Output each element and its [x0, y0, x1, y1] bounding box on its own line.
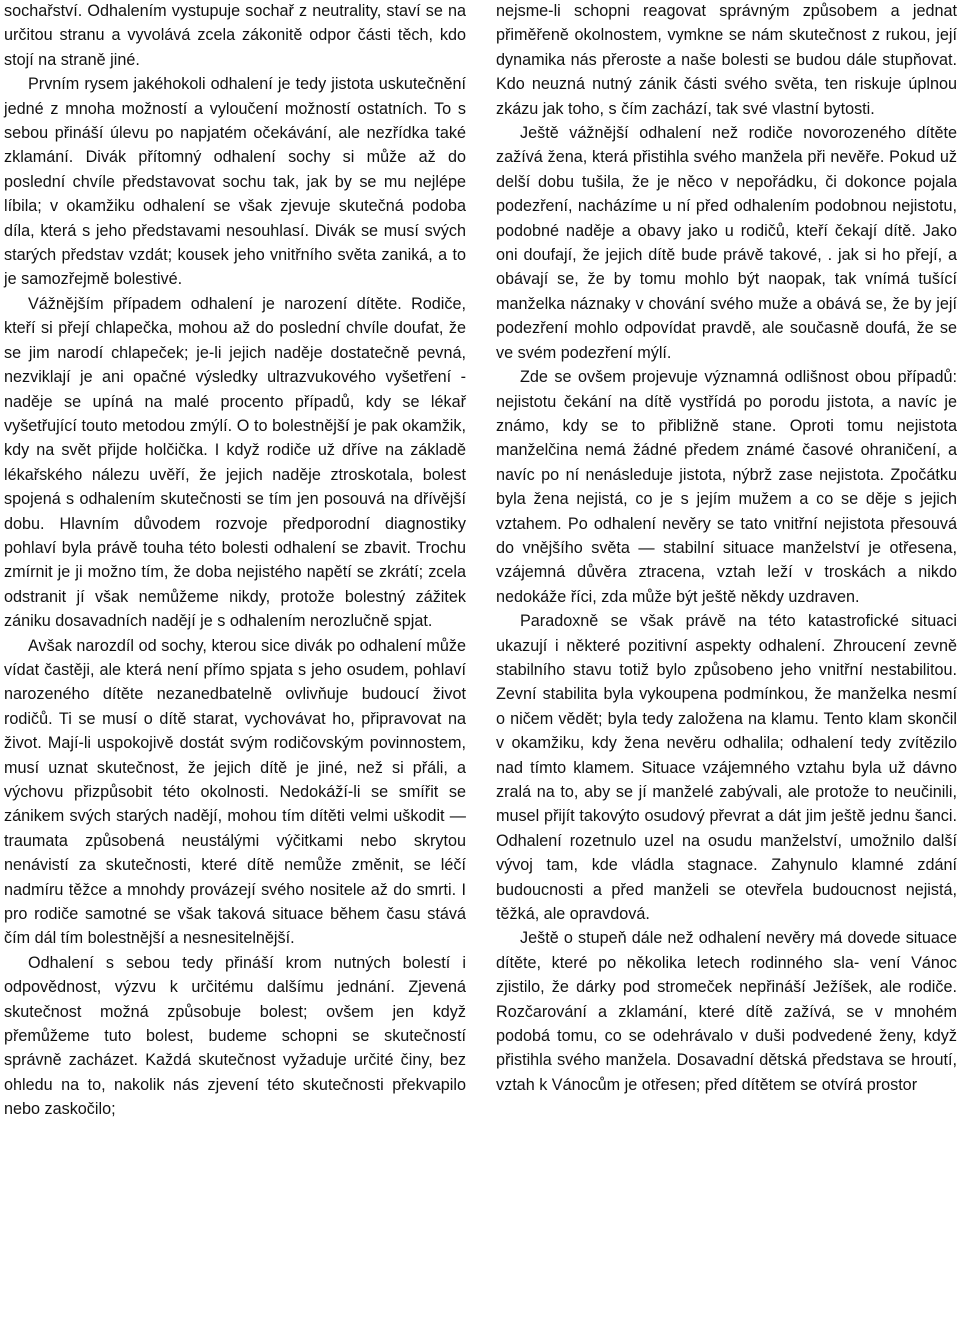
paragraph: nejsme-li schopni reagovat správným způsobem a jednat přiměřeně okolnostem, vymkne se nám skutečnost z rukou, její dynamika nás přeroste a naše bolesti se budou dále stupňovat. Kdo neuzná nutný zánik části svého světa, ten riskuje úplnou zkázu jak toho, s čím zachází, tak své vlastní bytosti. [496, 2, 957, 118]
paragraph: Zde se ovšem projevuje významná odlišnost obou případů: nejistotu čekání na dítě vystřídá po porodu jistota, a navíc je známo, kdy se to přibližně stane. Oproti tomu nejistota manželčina nemá žádné předem známé časové ohraničení, a navíc po ní nenásleduje jistota, nýbrž zase nejistota. Zpočátku byla žena nejistá, co je s jejím mužem a co se děje s jejich vztahem. Po odhalení nevěry se tato vnitřní nejistota přesouvá do vnějšího světa — stabilní situace manželství je otřesena, vzájemná důvěra ztracena, vztah leží v troskách a nikdo nedokáže říci, zda může být ještě někdy uzdraven. [496, 368, 957, 606]
paragraph: Prvním rysem jakéhokoli odhalení je tedy jistota uskutečnění jedné z mnoha možností a vyloučení možností ostatních. To s sebou přináší úlevu po napjatém očekávání, ale nezřídka také zklamání. Divák přítomný odhalení sochy si může až do poslední chvíle představovat sochu tak, jak by se mu nejlépe líbila; v okamžiku odhalení se však zjevuje skutečná podoba díla, která s jeho představami nesouhlasí. Divák se musí svých starých představ vzdát; kousek jeho vnitřního světa zaniká, a to je samozřejmě bolestivé. [4, 75, 466, 289]
paragraph: Vážnějším případem odhalení je narození dítěte. Rodiče, kteří si přejí chlapečka, mohou až do poslední chvíle doufat, že se jim narodí chlapeček; je-li jejich naděje dostatečně pevná, nezviklají je ani opačné výsledky ultrazvukového vyšetření - naděje se upíná na malé procento případů, kdy se lékař vyšetřující touto metodou zmýlí. O to bolestnější je pak okamžik, kdy na svět přijde holčička. I když rodiče už dříve na základě lékařského nálezu uvěří, že jejich naděje ztroskotala, bolest spojená s odhalením skutečnosti se tím jen posouvá na dřívější dobu. Hlavním důvodem rozvoje předporodní diagnostiky pohlaví byla právě touha této bolesti odhalení se zbavit. Trochu zmírnit je ji možno tím, že doba nejistého napětí se zkrátí; zcela odstranit jí však nemůžeme nikdy, protože bolestný zážitek zániku dosavadních nadějí je s odhalením nerozlučně spjat. [4, 294, 466, 631]
paragraph: Ještě o stupeň dále než odhalení nevěry má dovede situace dítěte, které po několika letech rodinného sla- vení Vánoc zjistilo, že dárky pod stromeček nepřináší Ježíšek, ale rodiče. Rozčarování a zklamání, které dítě zažívá, se v mnohém podobá tomu, co se odehrávalo v duši podvedené ženy, když přistihla svého manžela. Dosavadní dětská představa se hroutí, vztah k Vánocům je otřesen; před dítětem se otvírá prostor [496, 929, 957, 1094]
paragraph: Ještě vážnější odhalení než rodiče novorozeného dítěte zažívá žena, která přistihla svého manžela při nevěře. Pokud už delší dobu tušila, že je něco v nepořádku, či dokonce pojala podezření, nacházíme u ní před odhalením podobnou nejistotu, podobné naděje a obavy jako u rodičů, kteří čekají dítě. Jako oni doufají, že jejich dítě bude právě takové, . jak si ho přejí, a obávají se, že by tomu mohlo být naopak, tak vnímá tušící manželka náznaky v chování svého muže a obává se, že by její podezření mohlo odpovídat pravdě, ale současně doufá, že se ve svém podezření mýlí. [496, 124, 957, 362]
left-column [4, 0, 466, 1122]
right-column [496, 0, 957, 1097]
paragraph: sochařství. Odhalením vystupuje sochař z neutrality, staví se na určitou stranu a vyvolává zcela zákonitě odpor části těch, kdo stojí na straně jiné. [4, 2, 466, 69]
paragraph: Avšak narozdíl od sochy, kterou sice divák po odhalení může vídat častěji, ale která není přímo spjata s jeho osudem, pohlaví narozeného dítěte nezanedbatelně ovlivňuje budoucí život rodičů. Ti se musí o dítě starat, vychovávat ho, připravovat na život. Mají-li uspokojivě dostát svým rodičovským povinnostem, musí uznat skutečnost, že jejich dítě je jiné, než si přáli, a výchovu přizpůsobit této okolnosti. Nedokáží-li se smířit se zánikem svých starých nadějí, mohou tím dítěti velmi uškodit —traumata způsobená neustálými výčitkami nebo skrytou nenávistí za skutečnosti, které dítě nemůže změnit, se léčí nadmíru těžce a mnohdy provázejí svého nositele až do smrti. I pro rodiče samotné se však taková situace během času stává čím dál tím bolestnější a nesnesitelnější. [4, 636, 466, 948]
paragraph: Paradoxně se však právě na této katastrofické situaci ukazují i některé pozitivní aspekty odhalení. Zhroucení zevně stabilního stavu totiž bylo způsobeno jeho vnitřní nestabilitou. Zevní stabilita byla vykoupena podmínkou, že manželka nesmí o ničem vědět; byla tedy založena na klamu. Tento klam skončil v okamžiku, kdy žena nevěru odhalila; odhalení tedy zvítězilo nad tímto klamem. Situace vzájemného vztahu byla už dávno zralá na to, aby se jí manželé zabývali, ale protože to neučinili, musel přijít takovýto osudový převrat a dát jim ještě jednu šanci. Odhalení rozetnulo uzel na osudu manželství, umožnilo další vývoj tam, kde vládla stagnace. Zahynulo klamné zdání budoucnosti a před manželi se otevřela budoucnost nejistá, těžká, ale opravdová. [496, 612, 957, 924]
paragraph: Odhalení s sebou tedy přináší krom nutných bolestí i odpovědnost, výzvu k určitému dalšímu jednání. Zjevená skutečnost možná způsobuje bolest; ovšem jen když přemůžeme tuto bolest, budeme schopni se skutečností správně zacházet. Každá skutečnost vyžaduje určité činy, bez ohledu na to, nakolik nás zjevení této skutečnosti překvapilo nebo zaskočilo; [4, 953, 466, 1119]
